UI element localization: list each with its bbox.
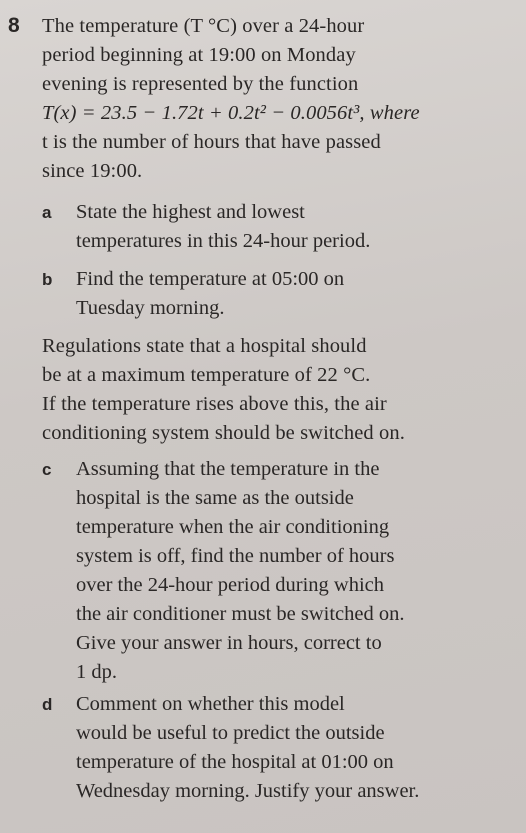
part-c xyxy=(42,455,516,687)
intro-line: The temperature (T °C) over a 24-hour xyxy=(42,15,365,37)
part-line: Give your answer in hours, correct to xyxy=(76,632,382,654)
part-line: Assuming that the temperature in the xyxy=(76,458,380,480)
part-letter: c xyxy=(42,460,52,479)
paragraph-line: Regulations state that a hospital should xyxy=(42,335,367,357)
part-line: system is off, find the number of hours xyxy=(76,545,395,567)
intro-line: period beginning at 19:00 on Monday xyxy=(42,44,356,66)
part-line: over the 24-hour period during which xyxy=(76,574,384,596)
part-line: Comment on whether this model xyxy=(76,693,345,715)
function-definition: T(x) = 23.5 − 1.72t + 0.2t² − 0.0056t³, where xyxy=(42,102,420,124)
part-letter: b xyxy=(42,270,53,289)
regulations-paragraph xyxy=(42,332,516,448)
part-line: State the highest and lowest xyxy=(76,201,305,223)
paragraph-line: If the temperature rises above this, the air xyxy=(42,393,387,415)
question-number: 8 xyxy=(8,14,20,37)
intro-line: evening is represented by the function xyxy=(42,73,359,95)
part-letter: a xyxy=(42,203,52,222)
part-line: temperature of the hospital at 01:00 on xyxy=(76,751,394,773)
part-letter: d xyxy=(42,695,53,714)
part-line: temperatures in this 24-hour period. xyxy=(76,230,371,252)
intro-line: t is the number of hours that have passed xyxy=(42,131,381,153)
part-line: Wednesday morning. Justify your answer. xyxy=(76,780,420,802)
part-line: would be useful to predict the outside xyxy=(76,722,385,744)
part-line: temperature when the air conditioning xyxy=(76,516,390,538)
paragraph-line: be at a maximum temperature of 22 °C. xyxy=(42,364,371,386)
paragraph-line: conditioning system should be switched on. xyxy=(42,422,405,444)
part-a xyxy=(42,198,516,256)
part-b xyxy=(42,265,516,323)
part-line: 1 dp. xyxy=(76,661,117,683)
part-d xyxy=(42,690,516,806)
intro-line: since 19:00. xyxy=(42,160,143,182)
part-line: the air conditioner must be switched on. xyxy=(76,603,405,625)
question-intro xyxy=(42,12,516,186)
part-line: Tuesday morning. xyxy=(76,297,225,319)
part-line: hospital is the same as the outside xyxy=(76,487,354,509)
part-line: Find the temperature at 05:00 on xyxy=(76,268,345,290)
